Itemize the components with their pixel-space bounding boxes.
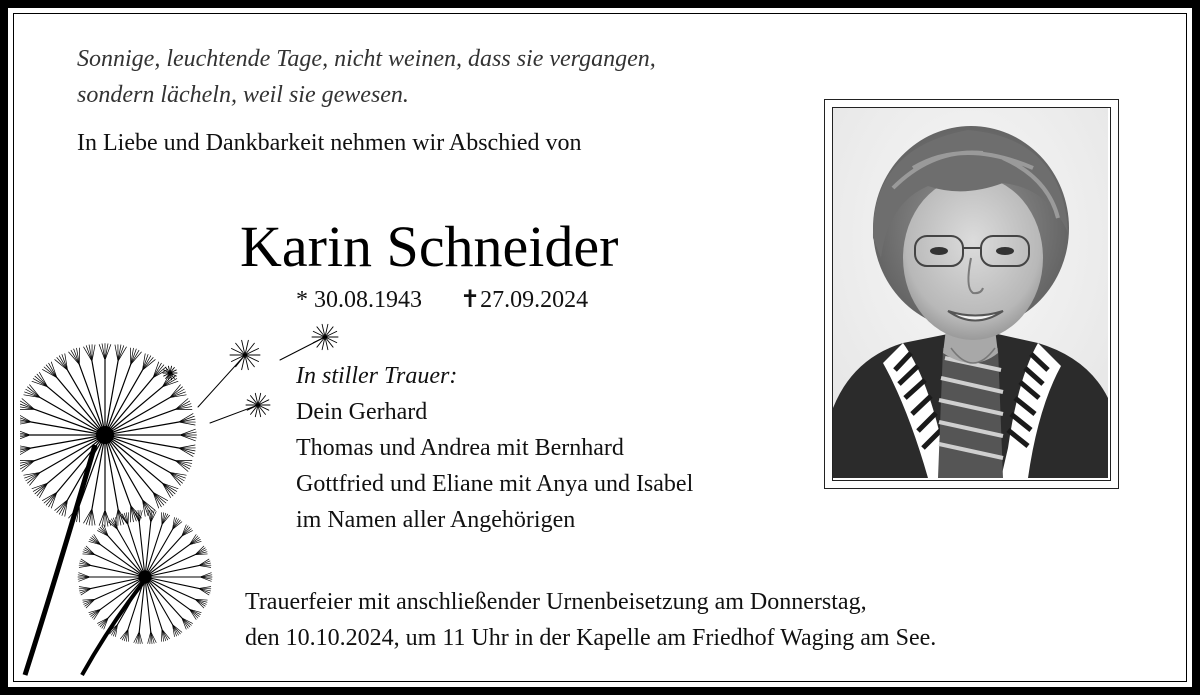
mourners-heading: In stiller Trauer:: [296, 363, 458, 389]
deceased-name: Karin Schneider: [240, 214, 619, 279]
portrait-photo: [832, 107, 1111, 481]
mourner-line: Gottfried und Eliane mit Anya und Isabel: [296, 471, 694, 497]
death-date: ✝27.09.2024: [460, 287, 589, 313]
mourner-line: Dein Gerhard: [296, 399, 428, 425]
service-line-1: Trauerfeier mit anschließender Urnenbeisetzung am Donnerstag,: [245, 589, 867, 615]
quote-line-2: sondern lächeln, weil sie gewesen.: [77, 82, 409, 108]
intro-text: In Liebe und Dankbarkeit nehmen wir Abschied von: [77, 130, 582, 156]
dandelion-icon: [20, 315, 360, 685]
quote-line-1: Sonnige, leuchtende Tage, nicht weinen, dass sie vergangen,: [77, 46, 656, 72]
portrait-photo-frame: [824, 99, 1119, 489]
service-line-2: den 10.10.2024, um 11 Uhr in der Kapelle am Friedhof Waging am See.: [245, 625, 937, 651]
life-dates: [296, 284, 588, 316]
mourner-line: im Namen aller Angehörigen: [296, 507, 576, 533]
birth-date: * 30.08.1943: [296, 287, 422, 313]
mourner-line: Thomas und Andrea mit Bernhard: [296, 435, 624, 461]
quote: [77, 41, 656, 113]
